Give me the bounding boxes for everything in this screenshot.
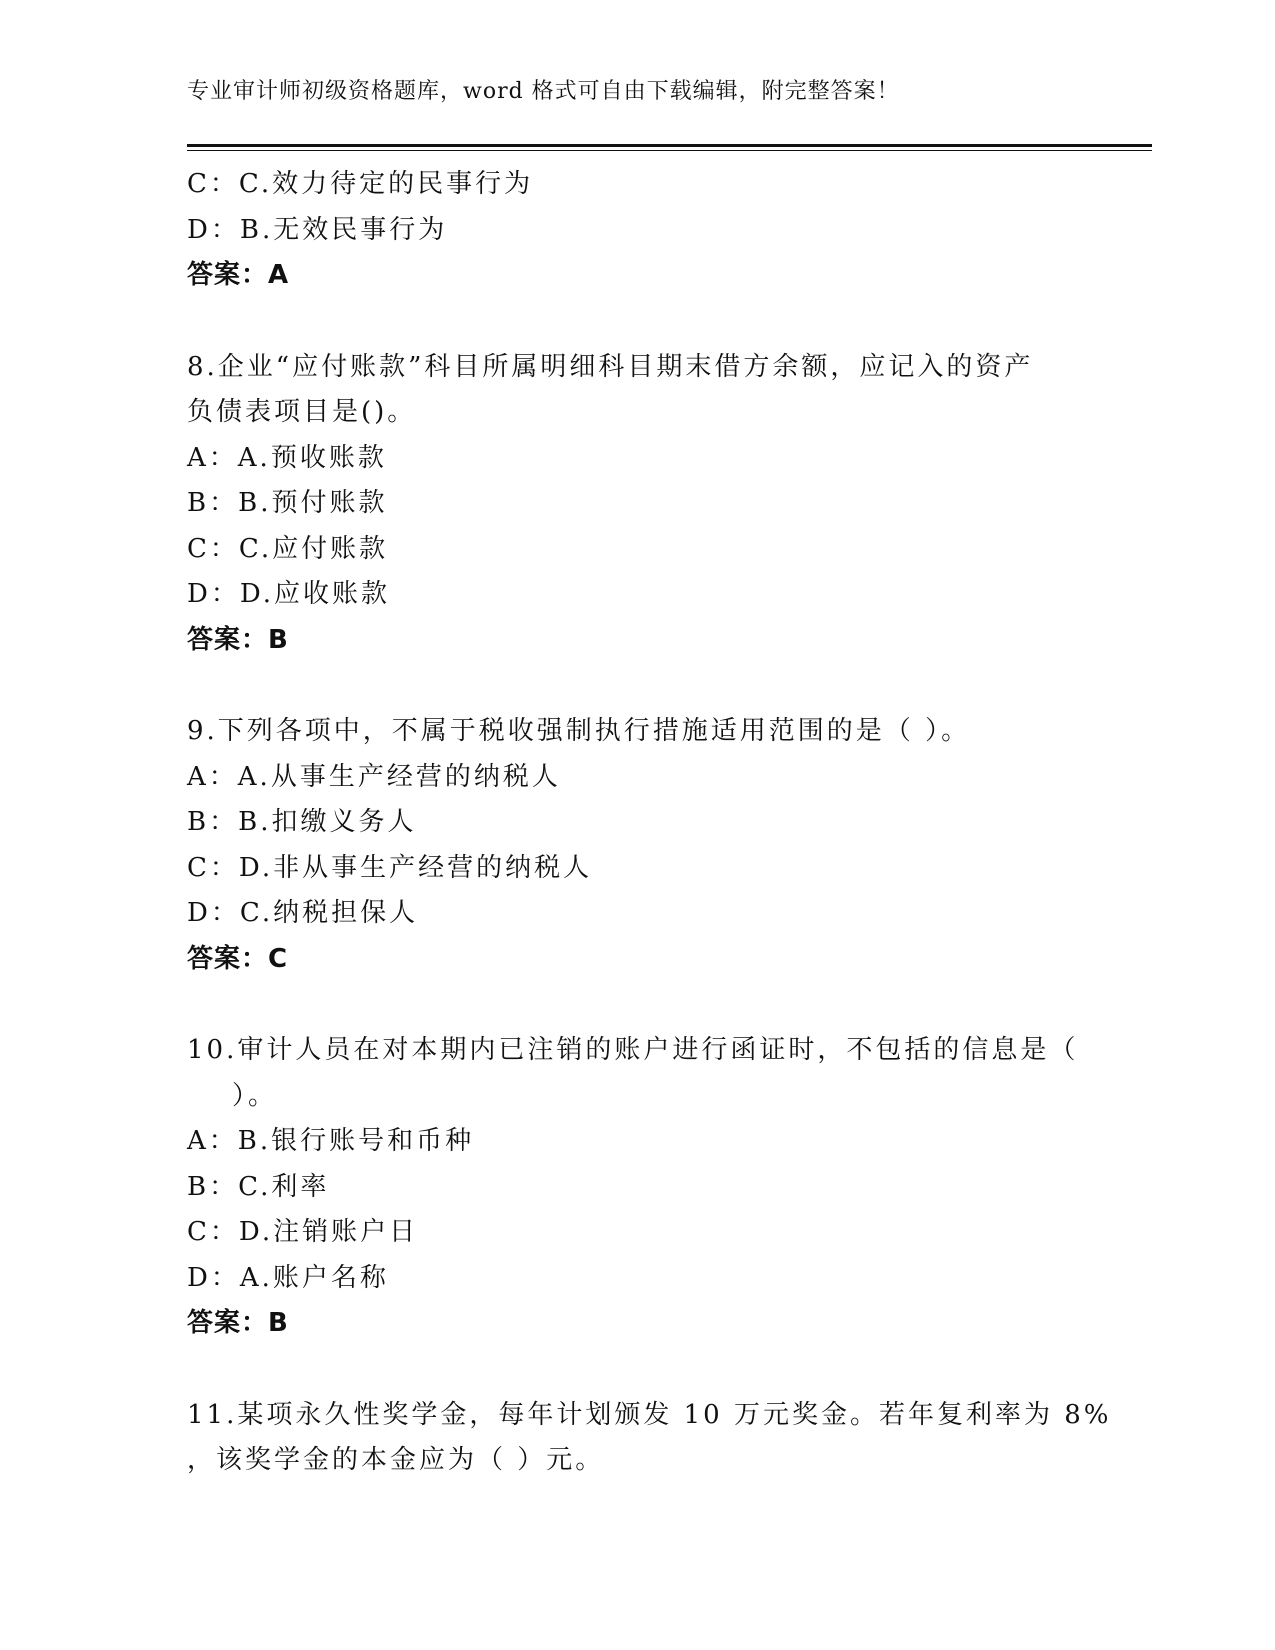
option-line: C：D.注销账户日	[187, 1217, 419, 1247]
question-stem: 8.企业“应付账款”科目所属明细科目期末借方余额，应记入的资产	[187, 351, 1034, 382]
question-content	[187, 162, 1112, 1484]
option-line: D：A.账户名称	[187, 1262, 389, 1293]
page-header: 专业审计师初级资格题库，word 格式可自由下载编辑，附完整答案！	[187, 79, 900, 104]
option-line: D：D.应收账款	[187, 579, 391, 609]
option-line: A：A.预收账款	[187, 442, 387, 473]
question-stem: 11.某项永久性奖学金，每年计划颁发 10 万元奖金。若年复利率为 8%	[187, 1399, 1112, 1430]
answer-line: 答案：B	[187, 624, 289, 655]
option-line: D：C.纳税担保人	[187, 898, 419, 928]
spacer	[187, 299, 1087, 345]
spacer	[187, 982, 1087, 1028]
question-stem: ，该奖学金的本金应为（ ）元。	[187, 1445, 605, 1475]
option-line: C：C.效力待定的民事行为	[187, 169, 534, 199]
question-stem: 负债表项目是()。	[187, 397, 417, 427]
header-rule-thin	[187, 150, 1152, 151]
spacer	[187, 663, 1087, 709]
option-line: A：A.从事生产经营的纳税人	[187, 761, 561, 792]
option-line: B：B.扣缴义务人	[187, 807, 417, 837]
answer-line: 答案：A	[187, 260, 290, 290]
answer-line: 答案：C	[187, 943, 289, 974]
option-line: D：B.无效民事行为	[187, 214, 448, 245]
option-line: C：C.应付账款	[187, 533, 389, 564]
spacer	[187, 1347, 1087, 1393]
option-line: A：B.银行账号和币种	[187, 1126, 475, 1156]
question-stem: 9.下列各项中，不属于税收强制执行措施适用范围的是（ ）。	[187, 716, 971, 746]
answer-line: 答案：B	[187, 1308, 289, 1338]
option-line: B：B.预付账款	[187, 488, 388, 518]
option-line: C：D.非从事生产经营的纳税人	[187, 852, 593, 883]
header-rule-thick	[187, 144, 1152, 147]
question-stem: 10.审计人员在对本期内已注销的账户进行函证时，不包括的信息是（	[187, 1035, 1079, 1065]
option-line: B：C.利率	[187, 1171, 330, 1202]
question-stem: ）。	[232, 1080, 278, 1111]
